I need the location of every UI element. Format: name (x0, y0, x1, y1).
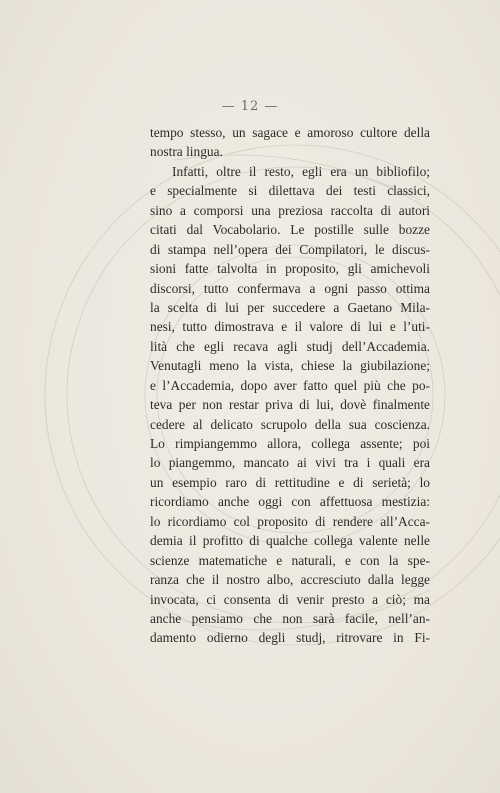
text-line: sioni fatte talvolta in proposito, gli amichevoli (150, 261, 430, 277)
page-number: — 12 — (221, 99, 279, 114)
text-line: discorsi, tutto confermava a ogni passo ottima (150, 280, 430, 296)
text-line: citati dal Vocabolario. Le postille sulle bozze (150, 222, 430, 238)
text-line: di stampa nell’opera dei Compilatori, le discus- (150, 241, 430, 257)
text-line: tempo stesso, un sagace e amoroso cultore della (150, 125, 430, 140)
text-line: demia il profitto di qualche collega valente nelle (150, 533, 430, 549)
text-line: Lo rimpiangemmo allora, collega assente; poi (150, 436, 430, 451)
text-line: ranza che il nostro albo, accresciuto dalla legge (150, 572, 430, 588)
text-line: nesi, tutto dimostrava e il valore di lui e l’uti- (150, 319, 430, 335)
text-line: anche pensiamo che non sarà facile, nell’an- (150, 610, 430, 626)
text-line: la scelta di lui per succedere a Gaetano Mila- (150, 299, 430, 315)
text-line: cedere al delicato scrupolo della sua coscienza. (150, 416, 430, 432)
text-line: nostra lingua. (150, 144, 223, 160)
text-line: invocata, ci consenta di venir presto a ciò; ma (150, 591, 430, 607)
text-line: lità che egli recava agli studj dell’Accademia. (150, 338, 430, 354)
text-line: damento odierno degli studj, ritrovare in Fi- (150, 630, 430, 646)
text-line: lo ricordiamo col proposito di rendere all’Acca- (150, 513, 430, 529)
text-line: lo piangemmo, mancato ai vivi tra i quali era (150, 455, 430, 471)
text-line: teva per non restar priva di lui, dovè finalmente (150, 397, 430, 413)
body-text (150, 123, 430, 648)
text-line: Infatti, oltre il resto, egli era un bibliofilo; (172, 163, 430, 179)
text-line: Venutagli meno la vista, chiese la giubilazione; (150, 358, 430, 374)
text-line: e l’Accademia, dopo aver fatto quel più che po- (150, 377, 430, 393)
text-line: e specialmente si dilettava dei testi classici, (150, 183, 430, 199)
text-line: un esempio raro di rettitudine e di serietà; lo (150, 474, 430, 490)
text-line: ricordiamo anche oggi con affettuosa mestizia: (150, 494, 430, 510)
text-line: scienze matematiche e naturali, e con la spe- (150, 552, 430, 568)
text-line: sino a comporsi una preziosa raccolta di autori (150, 202, 430, 218)
